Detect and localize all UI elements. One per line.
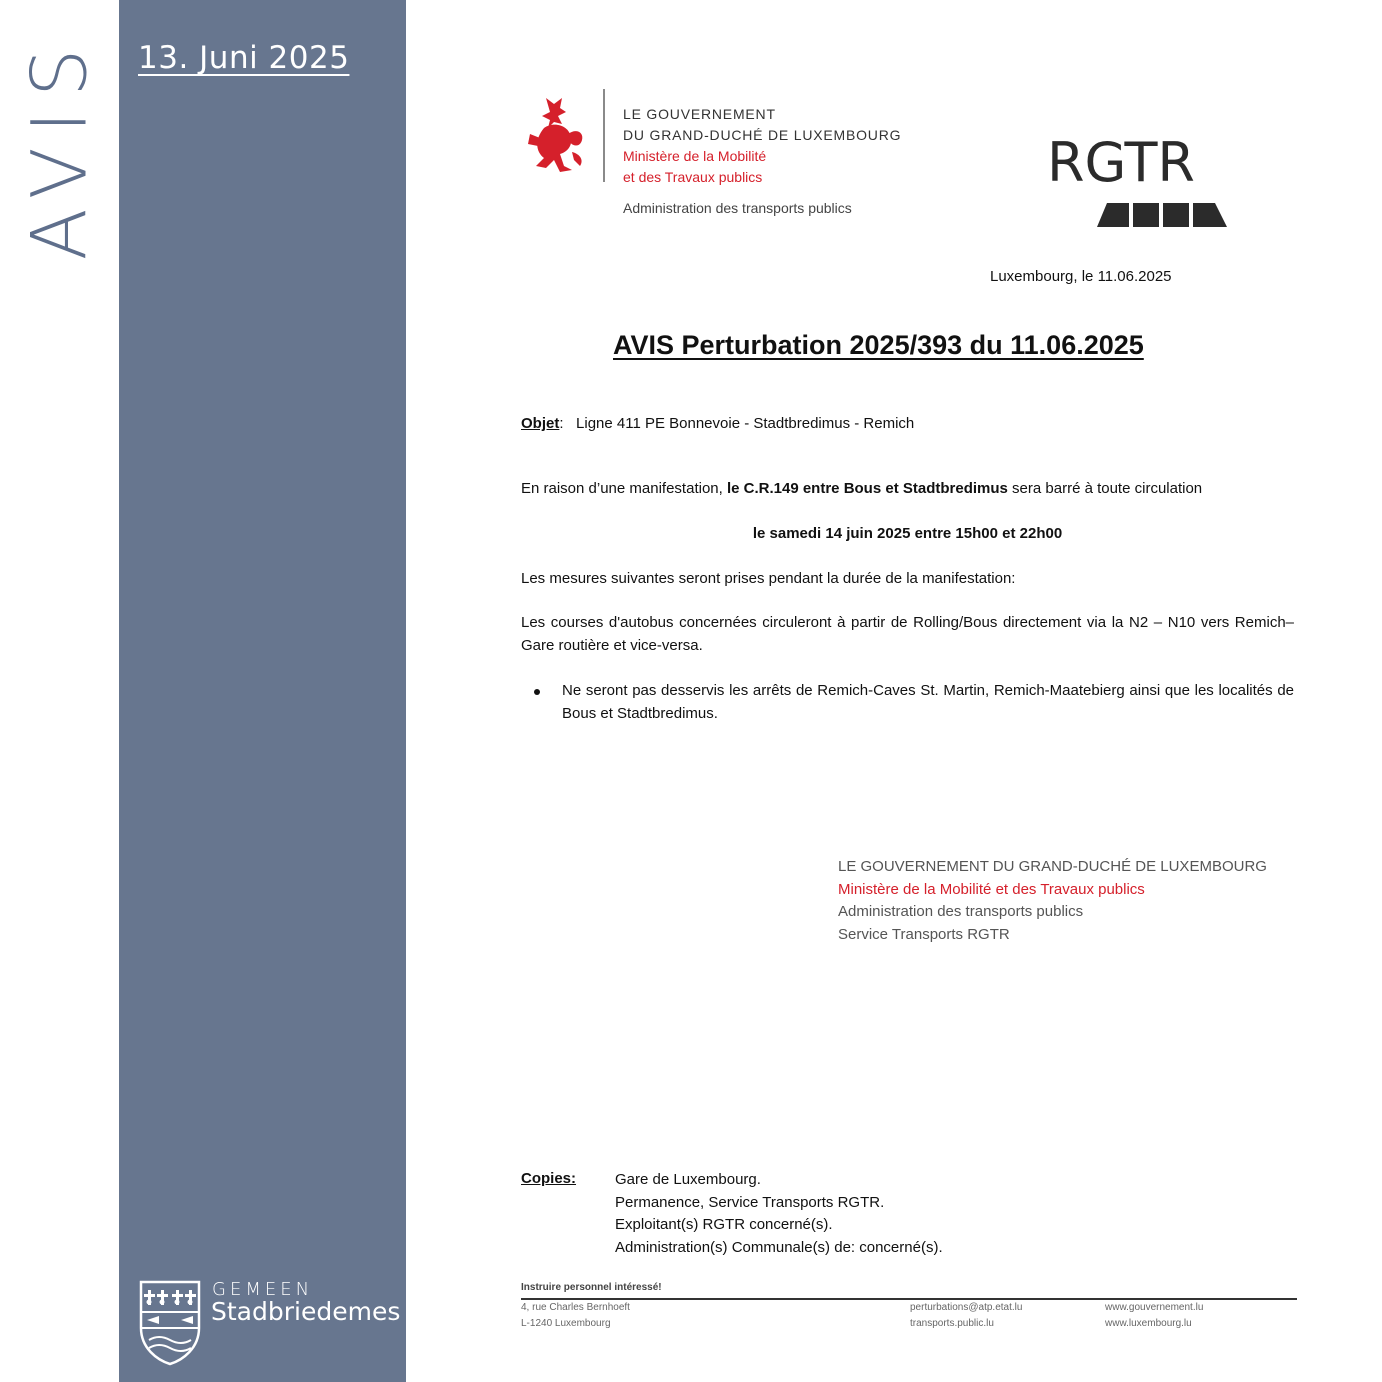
- signature-line-1: LE GOUVERNEMENT DU GRAND-DUCHÉ DE LUXEMBOURG: [838, 858, 1267, 875]
- copies-list: [615, 1169, 943, 1259]
- publish-date: 13. Juni 2025: [138, 40, 350, 76]
- gov-line-2: DU GRAND-DUCHÉ DE LUXEMBOURG: [623, 127, 902, 143]
- objet-line: Objet: Ligne 411 PE Bonnevoie - Stadtbredimus - Remich: [521, 415, 915, 432]
- para1-start: En raison d’une manifestation,: [521, 480, 727, 497]
- footer-web-1[interactable]: www.gouvernement.lu: [1105, 1302, 1204, 1313]
- copies-item: Permanence, Service Transports RGTR.: [615, 1193, 885, 1211]
- bullet-icon: [534, 689, 540, 695]
- gov-line-1: LE GOUVERNEMENT: [623, 106, 776, 122]
- para1-end: sera barré à toute circulation: [1007, 480, 1203, 497]
- copies-item: Gare de Luxembourg.: [615, 1171, 761, 1188]
- avis-vertical-label: AVIS: [14, 34, 104, 261]
- copies-item: Exploitant(s) RGTR concerné(s).: [615, 1216, 833, 1233]
- measures-text: Les courses d'autobus concernées circuleront à partir de Rolling/Bous directement via la N2 – N10 vers Remich– Gare routière et vice-versa.: [521, 614, 1294, 654]
- footer-address-line-2: L-1240 Luxembourg: [521, 1318, 611, 1329]
- closure-date-line: le samedi 14 juin 2025 entre 15h00 et 22h00: [752, 525, 1063, 542]
- footer-contact: [910, 1300, 1022, 1332]
- measures-intro: Les mesures suivantes seront prises pendant la durée de la manifestation:: [521, 570, 1016, 587]
- objet-text: Ligne 411 PE Bonnevoie - Stadtbredimus - Remich: [576, 415, 915, 432]
- document-title: AVIS Perturbation 2025/393 du 11.06.2025: [613, 330, 1144, 360]
- ministry-line-2: et des Travaux publics: [623, 169, 763, 185]
- place-date: Luxembourg, le 11.06.2025: [990, 268, 1172, 285]
- copies-label: Copies:: [521, 1170, 577, 1187]
- footer-address-line-1: 4, rue Charles Bernhoeft: [521, 1302, 630, 1313]
- sidebar: [119, 0, 406, 1382]
- footer-email[interactable]: perturbations@atp.etat.lu: [910, 1302, 1023, 1313]
- footer-site[interactable]: transports.public.lu: [910, 1318, 994, 1329]
- signature-line-4: Service Transports RGTR: [838, 926, 1010, 943]
- luxembourg-lion-icon: [524, 94, 588, 176]
- copies-item: Administration(s) Communale(s) de: concerné(s).: [615, 1238, 943, 1256]
- rgtr-logo: RGTR: [1047, 131, 1195, 194]
- instruire-note: Instruire personnel intéressé!: [521, 1282, 662, 1293]
- rgtr-logo-bar-icon: [1097, 203, 1227, 227]
- signature-line-3: Administration des transports publics: [838, 903, 1084, 920]
- objet-label: Objet: [521, 415, 560, 432]
- ministry-line-1: Ministère de la Mobilité: [623, 148, 767, 164]
- letterhead-divider: [603, 89, 605, 182]
- para1-bold: le C.R.149 entre Bous et Stadtbredimus: [726, 480, 1008, 497]
- signature-line-2: Ministère de la Mobilité et des Travaux publics: [838, 881, 1145, 898]
- bullet-item: Ne seront pas desservis les arrêts de Remich-Caves St. Martin, Remich-Maatebierg ainsi que les localités de Bous et Stadtbredimus.: [562, 682, 1294, 722]
- commune-crest-icon: [137, 1278, 203, 1366]
- paragraph-intro: [521, 480, 1202, 497]
- footer-websites: [1105, 1300, 1203, 1332]
- footer-web-2[interactable]: www.luxembourg.lu: [1105, 1318, 1192, 1329]
- footer-address: [521, 1300, 630, 1332]
- commune-label-top: GEMEEN: [212, 1279, 314, 1300]
- administration-line: Administration des transports publics: [623, 200, 852, 216]
- commune-name: Stadbriedemes: [211, 1297, 401, 1326]
